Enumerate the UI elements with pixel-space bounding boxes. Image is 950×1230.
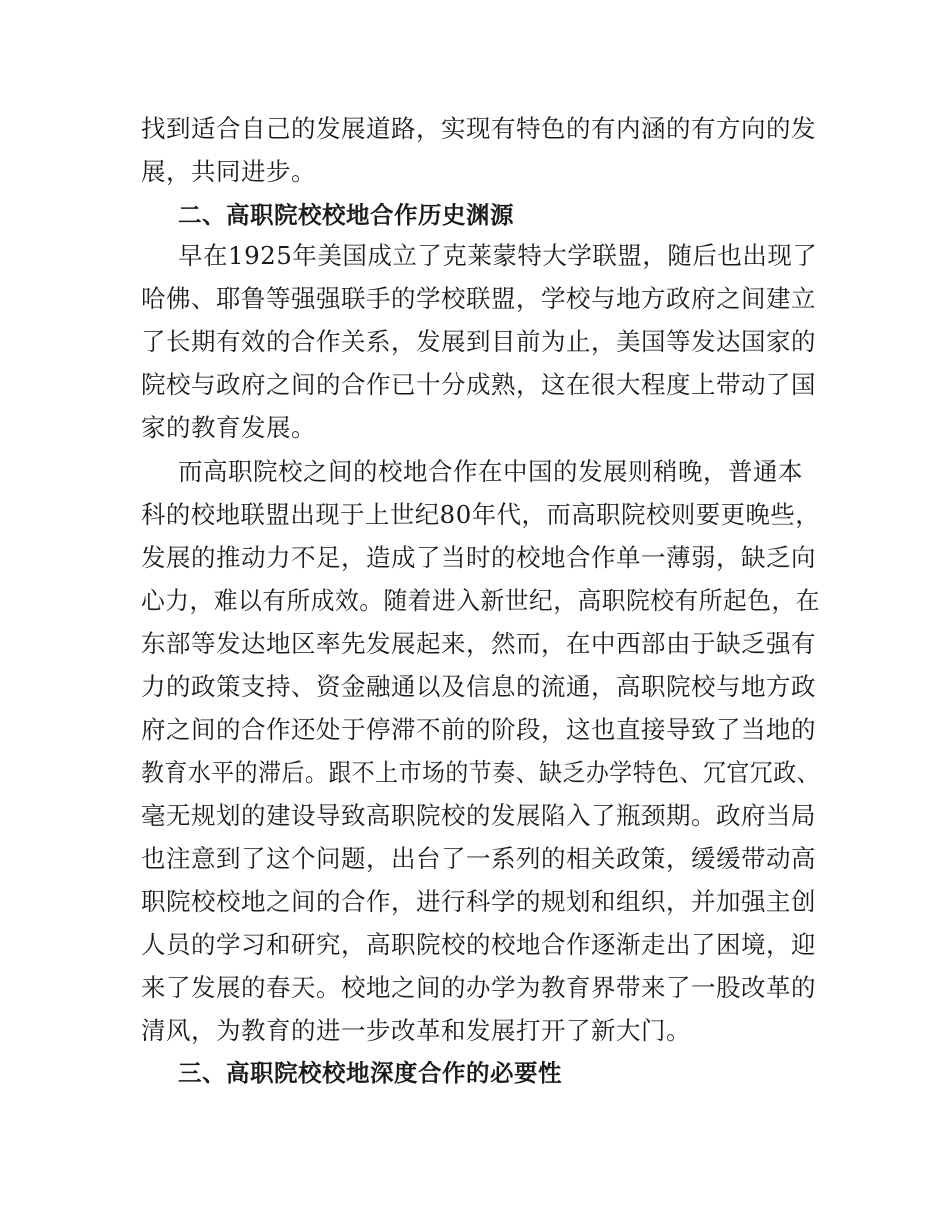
text-line: 而高职院校之间的校地合作在中国的发展则稍晚，普通本 bbox=[178, 457, 803, 486]
text-line: 院校与政府之间的合作已十分成熟，这在很大程度上带动了国 bbox=[141, 370, 816, 399]
text-line: 毫无规划的建设导致高职院校的发展陷入了瓶颈期。政府当局 bbox=[141, 801, 816, 830]
section-heading: 三、高职院校校地深度合作的必要性 bbox=[178, 1059, 562, 1087]
text-line: 发展的推动力不足，造成了当时的校地合作单一薄弱，缺乏向 bbox=[141, 543, 816, 572]
text-line: 了长期有效的合作关系，发展到目前为止，美国等发达国家的 bbox=[141, 327, 816, 356]
text-line: 职院校校地之间的合作，进行科学的规划和组织，并加强主创 bbox=[141, 887, 816, 916]
text-line: 展，共同进步。 bbox=[141, 157, 316, 186]
text-line: 早在1925年美国成立了克莱蒙特大学联盟，随后也出现了 bbox=[178, 241, 818, 270]
text-line: 清风，为教育的进一步改革和发展打开了新大门。 bbox=[141, 1016, 691, 1045]
text-line: 也注意到了这个问题，出台了一系列的相关政策，缓缓带动高 bbox=[141, 844, 816, 873]
section-heading: 二、高职院校校地合作历史渊源 bbox=[178, 201, 514, 229]
text-line: 来了发展的春天。校地之间的办学为教育界带来了一股改革的 bbox=[141, 973, 816, 1002]
text-line: 力的政策支持、资金融通以及信息的流通，高职院校与地方政 bbox=[141, 672, 816, 701]
text-line: 教育水平的滞后。跟不上市场的节奏、缺乏办学特色、冗官冗政、 bbox=[141, 758, 821, 787]
text-line: 科的校地联盟出现于上世纪80年代，而高职院校则要更晚些， bbox=[141, 500, 821, 529]
text-line: 家的教育发展。 bbox=[141, 413, 316, 442]
text-line: 人员的学习和研究，高职院校的校地合作逐渐走出了困境，迎 bbox=[141, 930, 816, 959]
text-line: 府之间的合作还处于停滞不前的阶段，这也直接导致了当地的 bbox=[141, 715, 816, 744]
text-line: 心力，难以有所成效。随着进入新世纪，高职院校有所起色，在 bbox=[141, 586, 820, 615]
text-line: 哈佛、耶鲁等强强联手的学校联盟，学校与地方政府之间建立 bbox=[141, 284, 816, 313]
text-line: 东部等发达地区率先发展起来，然而，在中西部由于缺乏强有 bbox=[141, 629, 816, 658]
text-line: 找到适合自己的发展道路，实现有特色的有内涵的有方向的发 bbox=[141, 114, 816, 143]
